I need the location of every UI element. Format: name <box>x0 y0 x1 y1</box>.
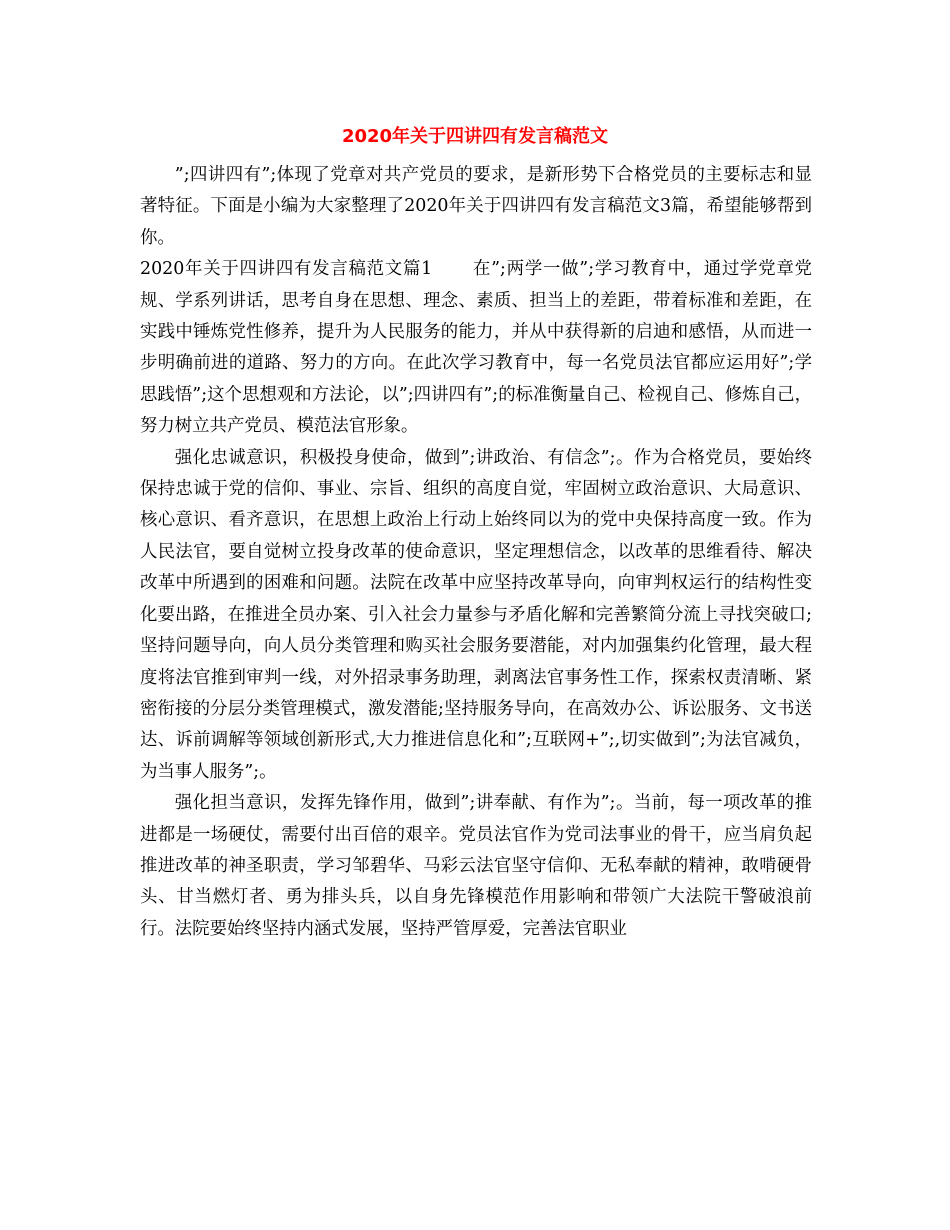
responsibility-paragraph <box>140 788 812 945</box>
loyalty-paragraph <box>140 443 812 788</box>
intro-paragraph <box>140 160 812 254</box>
section-heading: 2020年关于四讲四有发言稿范文篇1 <box>140 259 433 280</box>
paragraph-text: ”;四讲四有”;体现了党章对共产党员的要求，是新形势下合格党员的主要标志和显著特征。下面是小编为大家整理了2020年关于四讲四有发言稿范文3篇，希望能够帮到你。 <box>140 165 812 248</box>
section-1-paragraph <box>140 254 812 442</box>
paragraph-text: 强化担当意识，发挥先锋作用，做到”;讲奉献、有作为”;。当前，每一项改革的推进都是一场硬仗，需要付出百倍的艰辛。党员法官作为党司法事业的骨干，应当肩负起推进改革的神圣职责，学习邹碧华、马彩云法官坚守信仰、无私奉献的精神，敢啃硬骨头、甘当燃灯者、勇为排头兵，以自身先锋模范作用影响和带领广大法院干警破浪前行。法院要始终坚持内涵式发展，坚持严管厚爱，完善法官职业 <box>140 793 812 939</box>
document-body <box>140 160 812 945</box>
paragraph-text: 在”;两学一做”;学习教育中，通过学党章党规、学系列讲话，思考自身在思想、理念、素质、担当上的差距，带着标准和差距，在实践中锤炼党性修养，提升为人民服务的能力，并从中获得新的启迪和感悟，从而进一步明确前进的道路、努力的方向。在此次学习教育中，每一名党员法官都应运用好”;学思践悟”;这个思想观和方法论，以”;四讲四有”;的标准衡量自己、检视自己、修炼自己，努力树立共产党员、模范法官形象。 <box>140 259 812 437</box>
document-title: 2020年关于四讲四有发言稿范文 <box>341 126 609 147</box>
paragraph-text: 强化忠诚意识，积极投身使命，做到”;讲政治、有信念”;。作为合格党员，要始终保持忠诚于党的信仰、事业、宗旨、组织的高度自觉，牢固树立政治意识、大局意识、核心意识、看齐意识，在思想上政治上行动上始终同以为的党中央保持高度一致。作为人民法官，要自觉树立投身改革的使命意识，坚定理想信念，以改革的思维看待、解决改革中所遇到的困难和问题。法院在改革中应坚持改革导向，向审判权运行的结构性变化要出路，在推进全员办案、引入社会力量参与矛盾化解和完善繁简分流上寻找突破口;坚持问题导向，向人员分类管理和购买社会服务要潜能，对内加强集约化管理，最大程度将法官推到审判一线，对外招录事务助理，剥离法官事务性工作，探索权责清晰、紧密衔接的分层分类管理模式，激发潜能;坚持服务导向，在高效办公、诉讼服务、文书送达、诉前调解等领域创新形式,大力推进信息化和”;互联网+”;,切实做到”;为法官减负，为当事人服务”;。 <box>140 447 812 782</box>
